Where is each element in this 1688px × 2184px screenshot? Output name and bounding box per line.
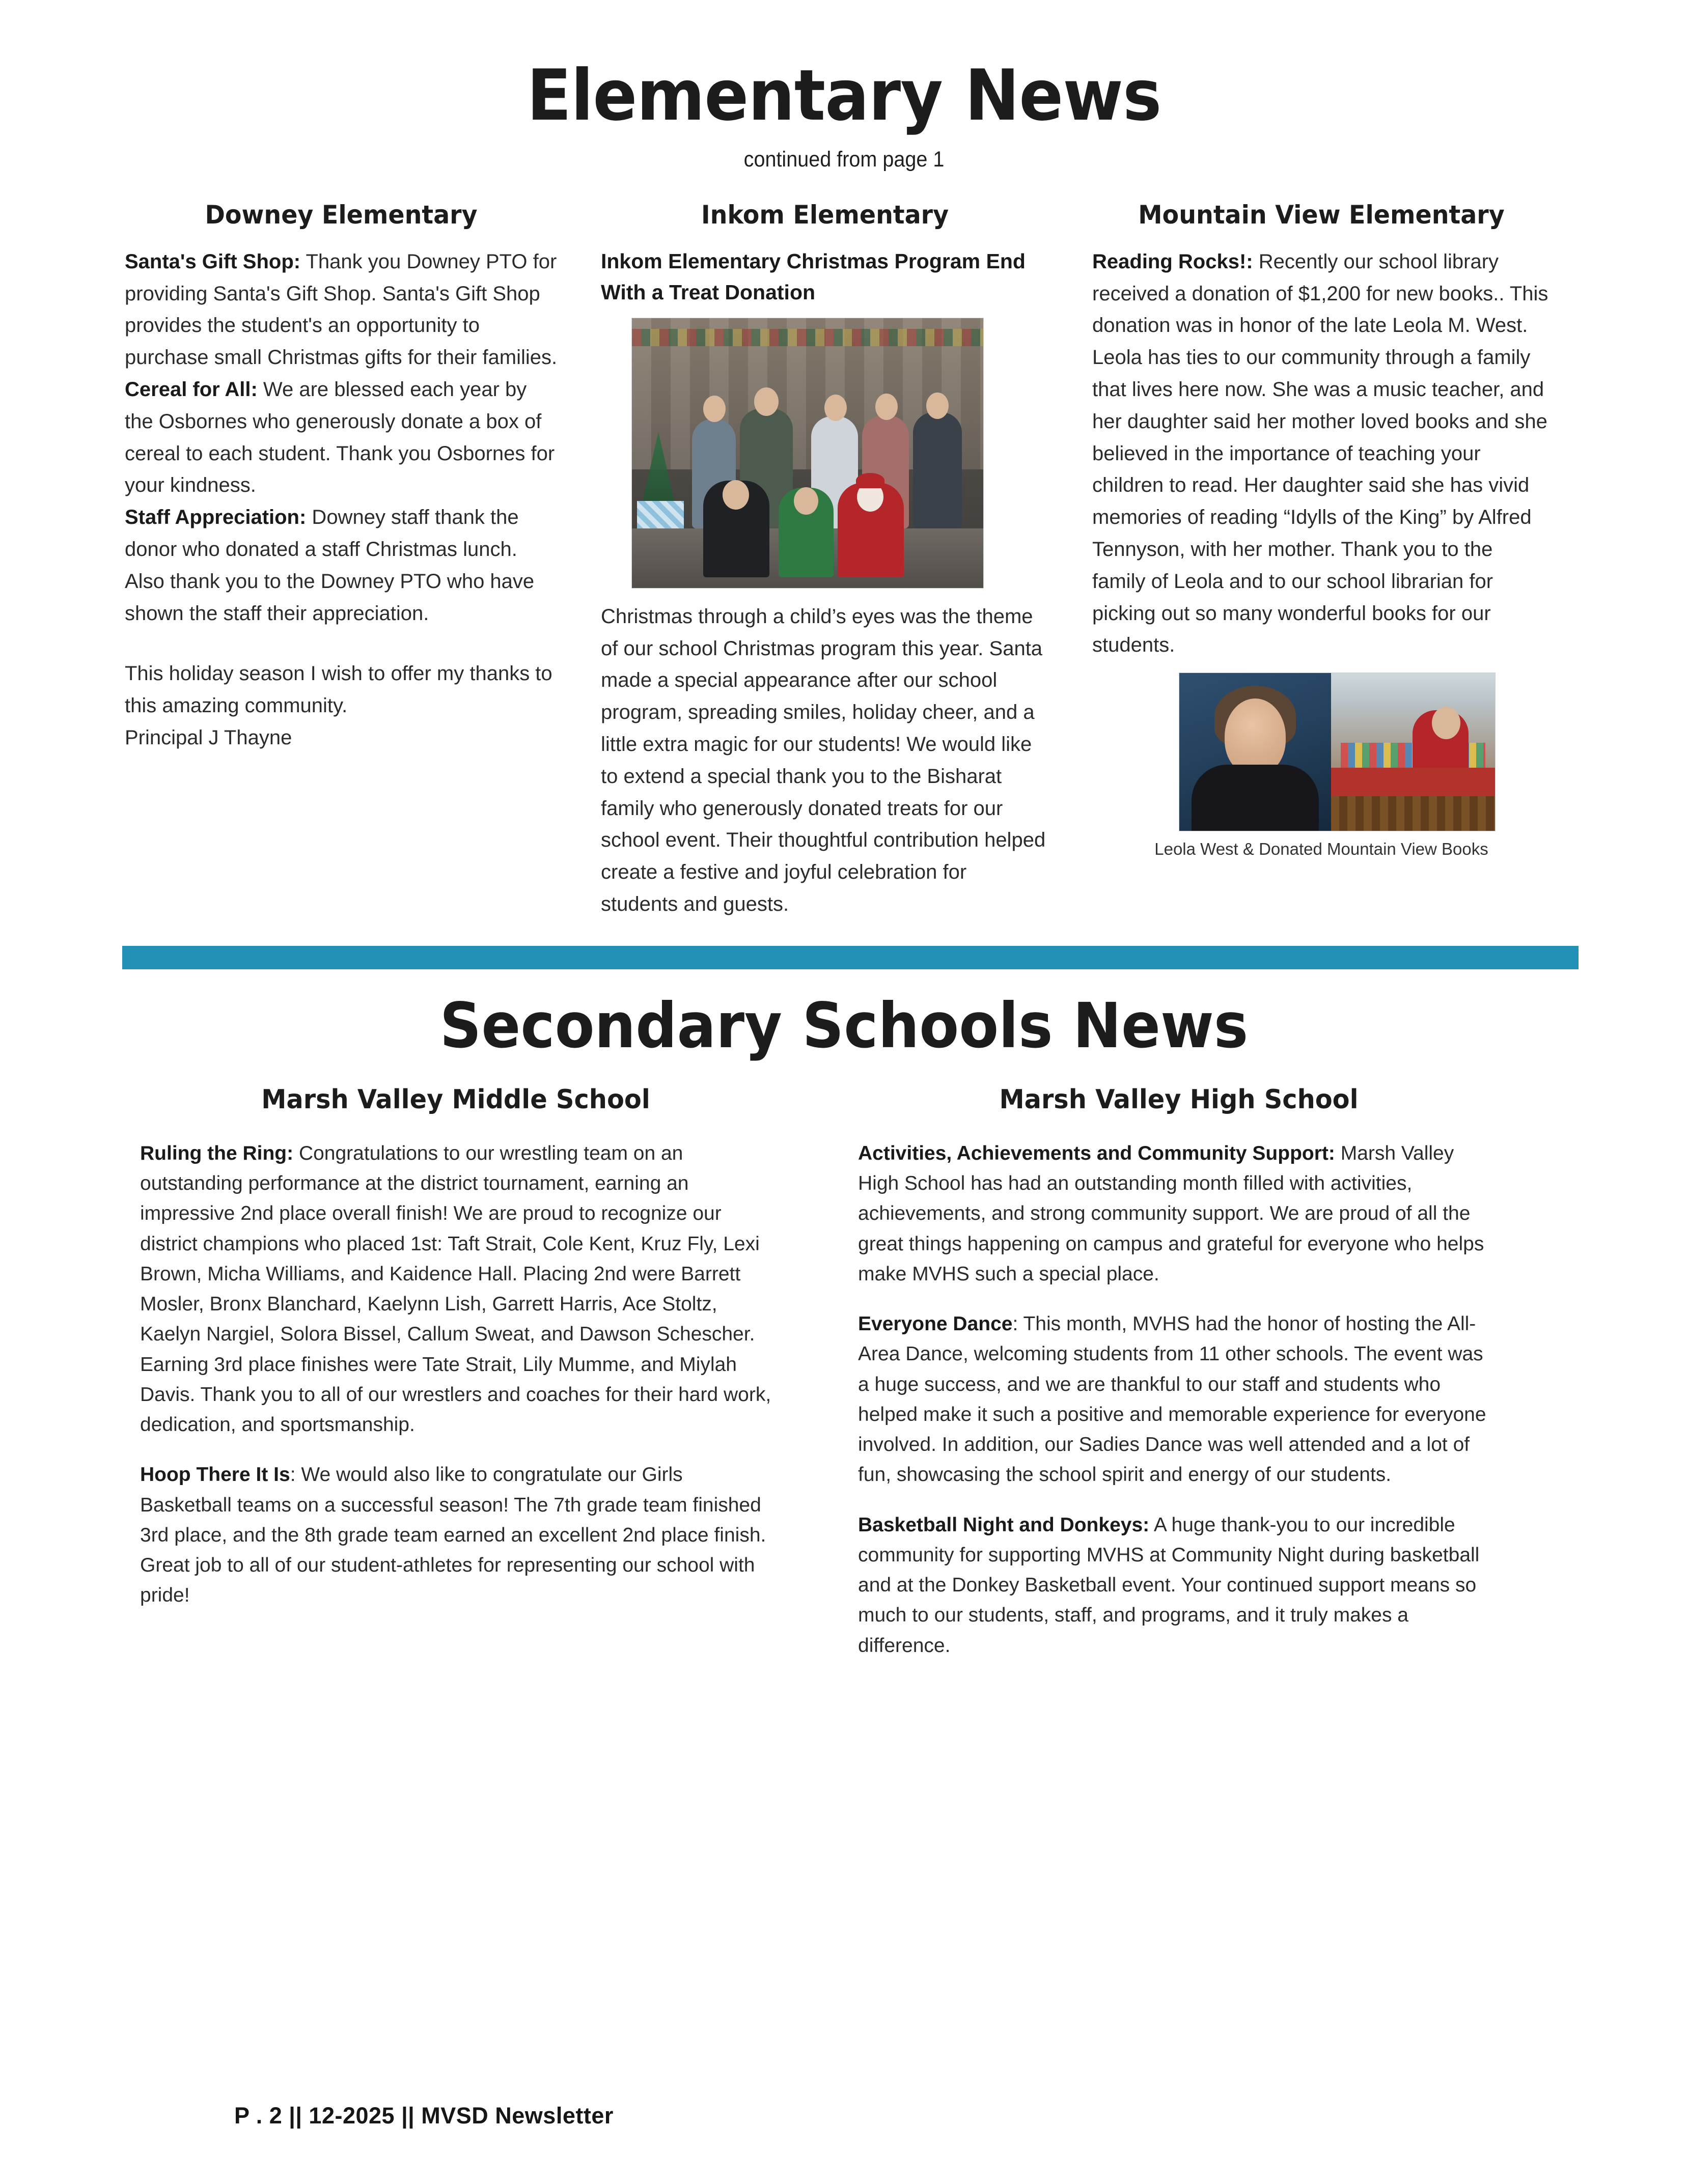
middle-school-item-2 [140, 1460, 771, 1610]
portrait-face [1225, 698, 1286, 775]
page-footer: P . 2 || 12-2025 || MVSD Newsletter [234, 2103, 614, 2129]
photo-person-5 [913, 412, 962, 528]
photo-person-4-head [875, 394, 898, 420]
mountain-view-elementary-column [1092, 200, 1551, 859]
high-school-item-1 [858, 1138, 1500, 1289]
high-school-item-3-text: A huge thank-you to our incredible community for supporting MVHS at Community Night during basketball and at the Donkey Basketball event. Your continued support means so much to our students, staff, and programs, and it truly makes a difference. [858, 1514, 1480, 1657]
high-school-column-title: Marsh Valley High School [999, 1084, 1359, 1115]
high-school-body [848, 1138, 1510, 1661]
photo-person-seated-left-head [723, 480, 749, 510]
photo-elf-head [794, 487, 818, 515]
mountain-view-column-title: Mountain View Elementary [1138, 200, 1505, 230]
inkom-body-text: Christmas through a child’s eyes was the theme of our school Christmas program this year. Santa made a special appearance after our school program, spreading smiles, holiday cheer, and a little extra magic for our students! We would like to extend a special thank you to the Bisharat family who generously donated treats for our school event. Their thoughtful contribution helped create a festive and joyful celebration for students and guests. [601, 605, 1046, 915]
middle-school-item-2-lead: Hoop There It Is [140, 1464, 290, 1486]
downey-item-3-lead: Staff Appreciation: [125, 506, 307, 529]
mountain-view-lead: Reading Rocks!: [1092, 250, 1253, 273]
downey-item-2-lead: Cereal for All: [125, 378, 258, 401]
downey-item-1 [125, 246, 558, 374]
middle-school-item-1-lead: Ruling the Ring: [140, 1142, 294, 1164]
middle-school-column-title: Marsh Valley Middle School [261, 1084, 650, 1115]
downey-closing: This holiday season I wish to offer my thanks to this amazing community. [125, 662, 552, 717]
downey-signature: Principal J Thayne [125, 726, 292, 749]
secondary-section-header [0, 990, 1688, 1062]
leola-west-portrait [1179, 673, 1331, 831]
marsh-valley-high-school-column [848, 1084, 1510, 1681]
section-divider-bar [122, 946, 1579, 969]
middle-school-item-1-text: Congratulations to our wrestling team on an outstanding performance at the district tournament, earning an impressive 2nd place overall finish! We are proud to recognize our district champions who placed 1st: Taft Strait, Cole Kent, Kruz Fly, Lexi Brown, Micha Williams, and Kaidence Hall. Placing 2nd were Barrett Mosler, Bronx Blanchard, Kaelynn Lish, Garrett Harris, Ace Stoltz, Kaelyn Nargiel, Solora Bissel, Callum Sweat, and Dawson Schescher. Earning 3rd place finishes were Tate Strait, Lily Mumme, and Miylah Davis. Thank you to all of our wrestlers and coaches for their hard work, dedication, and sportsmanship. [140, 1142, 771, 1436]
downey-column-title: Downey Elementary [205, 200, 478, 230]
photo-person-5-head [926, 393, 949, 419]
high-school-item-1-lead: Activities, Achievements and Community Support: [858, 1142, 1335, 1164]
photo-person-3-head [824, 395, 847, 421]
inkom-elementary-column [601, 200, 1049, 920]
middle-school-item-1 [140, 1138, 771, 1440]
high-school-item-1-text: Marsh Valley High School has had an outstanding month filled with activities, achievements, and strong community support. We are proud of all the great things happening on campus and grateful for everyone who helps make MVHS such a special place. [858, 1142, 1484, 1285]
page-title: Elementary News [527, 54, 1161, 136]
high-school-item-2 [858, 1309, 1500, 1490]
downey-item-1-lead: Santa's Gift Shop: [125, 250, 301, 273]
elementary-news-section [125, 200, 1688, 920]
downey-elementary-column [125, 200, 558, 754]
secondary-news-section [130, 1084, 1688, 1681]
downey-item-2-text: We are blessed each year by the Osbornes who generously donate a box of cereal to each student. Thank you Osbornes for your kindness. [125, 378, 555, 497]
library-counter [1331, 768, 1495, 796]
photo-person-2-head [754, 387, 779, 416]
portrait-torso [1192, 765, 1319, 831]
downey-body [125, 246, 558, 754]
mountain-view-text: Recently our school library received a donation of $1,200 for new books.. This donation was in honor of the late Leola M. West. Leola has ties to our community through a family that lives here now. She was a music teacher, and her daughter said her mother loved books and she believed in the importance of teaching your children to read. Her daughter said she has vivid memories of reading “Idylls of the King” by Alfred Tennyson, with her mother. Thank you to the family of Leola and to our school librarian for picking out so many wonderful books for our students. [1092, 250, 1548, 657]
masthead [0, 0, 1688, 172]
downey-item-1-text: Thank you Downey PTO for providing Santa's Gift Shop. Santa's Gift Shop provides the student's an opportunity to purchase small Christmas gifts for their families. [125, 250, 558, 369]
leola-west-and-books-photo [1179, 673, 1496, 831]
marsh-valley-middle-school-column [130, 1084, 782, 1631]
inkom-body [601, 601, 1049, 920]
photo-person-1-head [703, 396, 726, 422]
continued-from-note: continued from page 1 [743, 147, 945, 172]
high-school-item-2-text: : This month, MVHS had the honor of hosting the All-Area Dance, welcoming students from 11 other schools. The event was a huge success, and we are thankful to our staff and students who helped make it such a positive and memorable experience for everyone involved. In addition, our Sadies Dance was well attended and a lot of fun, showcasing the school spirit and energy of our students. [858, 1313, 1486, 1486]
downey-item-3 [125, 501, 558, 629]
high-school-item-3-lead: Basketball Night and Donkeys: [858, 1514, 1150, 1536]
inkom-christmas-program-photo [631, 318, 984, 589]
photo-garland [632, 329, 983, 346]
photo-santa-hat [856, 473, 884, 488]
middle-school-body [130, 1138, 782, 1611]
mountain-view-body [1092, 246, 1551, 661]
downey-item-3-text: Downey staff thank the donor who donated a staff Christmas lunch. Also thank you to the Downey PTO who have shown the staff their appreciation. [125, 506, 535, 625]
downey-paragraph-gap [125, 629, 558, 658]
library-wood-panel [1331, 796, 1495, 831]
mountain-view-article [1092, 246, 1551, 661]
mountain-view-photo-caption: Leola West & Donated Mountain View Books [1154, 839, 1488, 859]
inkom-column-title: Inkom Elementary [701, 200, 949, 230]
middle-school-item-2-text: : We would also like to congratulate our Girls Basketball teams on a successful season! The 7th grade team finished 3rd place, and the 8th grade team earned an excellent 2nd place finish. Great job to all of our student-athletes for representing our school with pride! [140, 1464, 766, 1607]
high-school-item-2-lead: Everyone Dance [858, 1313, 1013, 1335]
inkom-subheadline: Inkom Elementary Christmas Program End With a Treat Donation [601, 249, 1026, 304]
high-school-item-3 [858, 1510, 1500, 1661]
library-books-photo [1331, 673, 1495, 831]
secondary-title: Secondary Schools News [439, 989, 1249, 1062]
downey-item-2 [125, 374, 558, 501]
